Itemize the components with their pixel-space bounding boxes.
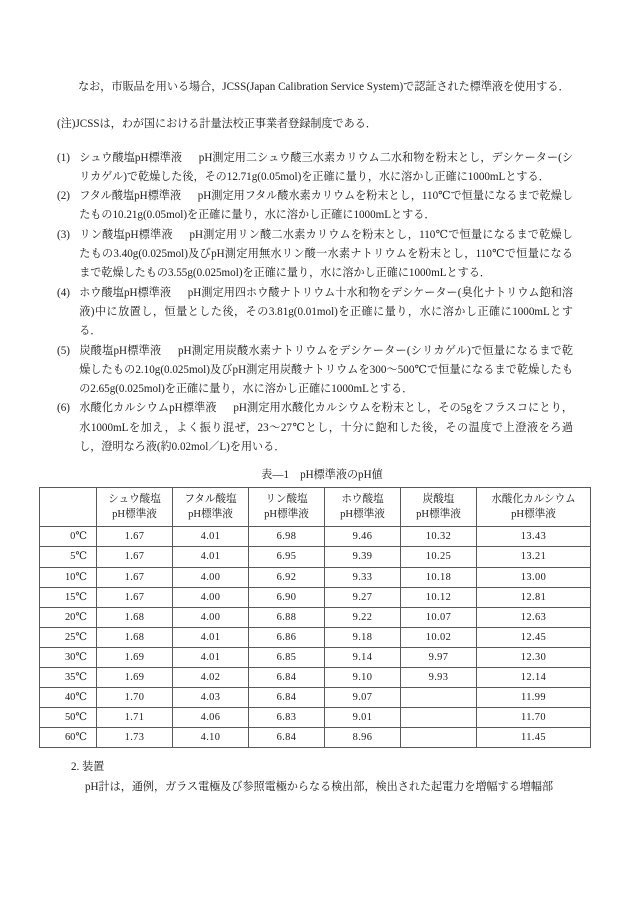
cell-value: 1.67 — [97, 547, 173, 567]
cell-value: 11.45 — [477, 728, 591, 748]
cell-value: 6.95 — [249, 547, 325, 567]
spacer — [57, 748, 573, 758]
list-item — [57, 226, 573, 284]
cell-value: 1.67 — [97, 587, 173, 607]
cell-value: 12.30 — [477, 647, 591, 667]
cell-value: 1.70 — [97, 688, 173, 708]
cell-value: 1.71 — [97, 708, 173, 728]
cell-value: 4.02 — [173, 668, 249, 688]
cell-value: 4.01 — [173, 527, 249, 547]
table-row — [40, 587, 591, 607]
item-number: (3) — [57, 228, 70, 241]
item-number: (6) — [57, 402, 70, 415]
table-header — [40, 488, 591, 527]
table-row — [40, 547, 591, 567]
cell-value: 11.99 — [477, 688, 591, 708]
cell-value: 9.33 — [325, 567, 401, 587]
cell-value: 4.01 — [173, 647, 249, 667]
table-row — [40, 647, 591, 667]
row-temperature: 20℃ — [40, 607, 97, 627]
section-body: pH計は，通例，ガラス電極及び参照電極からなる検出部，検出された起電力を増幅する増幅部 — [85, 780, 554, 793]
list-item — [57, 399, 573, 457]
cell-value: 1.69 — [97, 668, 173, 688]
spacer — [57, 97, 573, 115]
cell-value: 1.73 — [97, 728, 173, 748]
item-title: フタル酸塩pH標準液 — [79, 190, 182, 203]
column-header-phthalate: フタル酸塩 pH標準液 — [173, 488, 249, 527]
table-row — [40, 627, 591, 647]
spacer — [57, 457, 573, 467]
spacer — [57, 135, 573, 149]
cell-value: 6.84 — [249, 668, 325, 688]
cell-value: 1.69 — [97, 647, 173, 667]
ph-standard-values-table — [39, 487, 591, 748]
intro-paragraph: なお，市販品を用いる場合，JCSS(Japan Calibration Service System)で認証された標準液を使用する． — [78, 81, 570, 93]
cell-value: 9.01 — [325, 708, 401, 728]
section-heading: 2. 装置 — [71, 761, 105, 774]
cell-value: 6.88 — [249, 607, 325, 627]
table-row — [40, 607, 591, 627]
row-temperature: 60℃ — [40, 728, 97, 748]
cell-value: 4.00 — [173, 567, 249, 587]
item-body: pH測定用炭酸水素ナトリウムをデシケーター(シリカゲル)で恒量になるまで乾燥したもの2.10g(0.025mol)及びpH測定用炭酸ナトリウムを300〜500℃で恒量になるまで乾燥したもの2.65g(0.025mol)を正確に量り，水に溶かし正確に1000mLとする． — [79, 344, 573, 396]
table-corner-cell — [40, 488, 97, 527]
item-body: pH測定用二シュウ酸三水素カリウム二水和物を粉末とし，デシケーター(シリカゲル)で乾燥した後，その12.71g(0.05mol)を正確に量り，水に溶かし正確に1000mLとする． — [79, 151, 574, 183]
cell-value: 10.12 — [401, 587, 477, 607]
cell-value: 4.00 — [173, 607, 249, 627]
table-row — [40, 708, 591, 728]
item-title: 水酸化カルシウムpH標準液 — [79, 402, 217, 415]
table-caption: 表―1 pH標準液のpH値 — [261, 469, 383, 482]
row-temperature: 40℃ — [40, 688, 97, 708]
cell-value: 9.93 — [401, 668, 477, 688]
row-temperature: 0℃ — [40, 527, 97, 547]
column-header-carbonate: 炭酸塩 pH標準液 — [401, 488, 477, 527]
cell-value: 1.67 — [97, 527, 173, 547]
cell-value: 12.14 — [477, 668, 591, 688]
cell-value: 6.83 — [249, 708, 325, 728]
table-row — [40, 668, 591, 688]
list-item — [57, 149, 573, 188]
cell-value: 4.06 — [173, 708, 249, 728]
cell-value: 13.21 — [477, 547, 591, 567]
cell-value: 6.85 — [249, 647, 325, 667]
cell-value: 9.27 — [325, 587, 401, 607]
item-body: pH測定用リン酸二水素カリウムを粉末とし，110℃で恒量になるまで乾燥したもの3.40g(0.025mol)及びpH測定用無水リン酸一水素ナトリウムを粉末とし，110℃で恒量になるまで乾燥したもの3.55g(0.025mol)を正確に量り，水に溶かし正確に1000mLとする． — [79, 228, 573, 280]
cell-value: 9.46 — [325, 527, 401, 547]
row-temperature: 30℃ — [40, 647, 97, 667]
jcss-note: (注)JCSSは，わが国における計量法校正事業者登録制度である． — [57, 118, 377, 131]
cell-value — [401, 708, 477, 728]
cell-value: 4.10 — [173, 728, 249, 748]
item-number: (1) — [57, 151, 70, 164]
cell-value: 10.25 — [401, 547, 477, 567]
item-title: 炭酸塩pH標準液 — [79, 344, 162, 357]
cell-value: 9.18 — [325, 627, 401, 647]
table-row — [40, 688, 591, 708]
cell-value: 6.90 — [249, 587, 325, 607]
item-body: pH測定用水酸化カルシウムを粉末とし，その5gをフラスコにとり，水1000mLを加え，よく振り混ぜ，23〜27℃とし，十分に飽和した後，その温度で上澄液をろ過し，澄明なろ液(約0.02mol／L)を用いる． — [79, 402, 574, 454]
table-row — [40, 728, 591, 748]
cell-value — [401, 688, 477, 708]
cell-value: 9.07 — [325, 688, 401, 708]
table-body — [40, 527, 591, 748]
cell-value: 10.18 — [401, 567, 477, 587]
row-temperature: 10℃ — [40, 567, 97, 587]
list-item — [57, 342, 573, 400]
cell-value: 6.86 — [249, 627, 325, 647]
row-temperature: 35℃ — [40, 668, 97, 688]
cell-value: 6.84 — [249, 688, 325, 708]
column-header-phosphate: リン酸塩 pH標準液 — [249, 488, 325, 527]
cell-value: 6.92 — [249, 567, 325, 587]
cell-value: 4.01 — [173, 627, 249, 647]
item-title: シュウ酸塩pH標準液 — [79, 151, 183, 164]
item-title: リン酸塩pH標準液 — [79, 228, 173, 241]
table-header-row — [40, 488, 591, 527]
cell-value: 11.70 — [477, 708, 591, 728]
column-header-calcium-hydroxide: 水酸化カルシウム pH標準液 — [477, 488, 591, 527]
list-item — [57, 187, 573, 226]
standard-solution-list — [57, 149, 573, 458]
cell-value — [401, 728, 477, 748]
row-temperature: 50℃ — [40, 708, 97, 728]
table-row — [40, 527, 591, 547]
row-temperature: 25℃ — [40, 627, 97, 647]
item-number: (5) — [57, 344, 70, 357]
list-item — [57, 284, 573, 342]
cell-value: 4.01 — [173, 547, 249, 567]
cell-value: 10.02 — [401, 627, 477, 647]
item-body: pH測定用四ホウ酸ナトリウム十水和物をデシケーター(臭化ナトリウム飽和溶液)中に放置し，恒量とした後，その3.81g(0.01mol)を正確に量り，水に溶かし正確に1000mLとする． — [79, 286, 574, 338]
cell-value: 9.10 — [325, 668, 401, 688]
cell-value: 6.84 — [249, 728, 325, 748]
cell-value: 9.97 — [401, 647, 477, 667]
cell-value: 9.39 — [325, 547, 401, 567]
column-header-oxalate: シュウ酸塩 pH標準液 — [97, 488, 173, 527]
table-row — [40, 567, 591, 587]
cell-value: 10.07 — [401, 607, 477, 627]
row-temperature: 5℃ — [40, 547, 97, 567]
cell-value: 13.43 — [477, 527, 591, 547]
cell-value: 12.63 — [477, 607, 591, 627]
cell-value: 10.32 — [401, 527, 477, 547]
table-container — [57, 487, 576, 748]
cell-value: 4.00 — [173, 587, 249, 607]
item-number: (2) — [57, 190, 70, 203]
cell-value: 6.98 — [249, 527, 325, 547]
cell-value: 13.00 — [477, 567, 591, 587]
cell-value: 4.03 — [173, 688, 249, 708]
cell-value: 1.68 — [97, 607, 173, 627]
row-temperature: 15℃ — [40, 587, 97, 607]
cell-value: 12.81 — [477, 587, 591, 607]
cell-value: 9.14 — [325, 647, 401, 667]
item-body: pH測定用フタル酸水素カリウムを粉末とし，110℃で恒量になるまで乾燥したもの10.21g(0.05mol)を正確に量り，水に溶かし正確に1000mLとする． — [79, 190, 573, 222]
item-number: (4) — [57, 286, 70, 299]
column-header-borate: ホウ酸塩 pH標準液 — [325, 488, 401, 527]
cell-value: 8.96 — [325, 728, 401, 748]
cell-value: 12.45 — [477, 627, 591, 647]
cell-value: 1.67 — [97, 567, 173, 587]
cell-value: 9.22 — [325, 607, 401, 627]
item-title: ホウ酸塩pH標準液 — [79, 286, 172, 299]
cell-value: 1.68 — [97, 627, 173, 647]
